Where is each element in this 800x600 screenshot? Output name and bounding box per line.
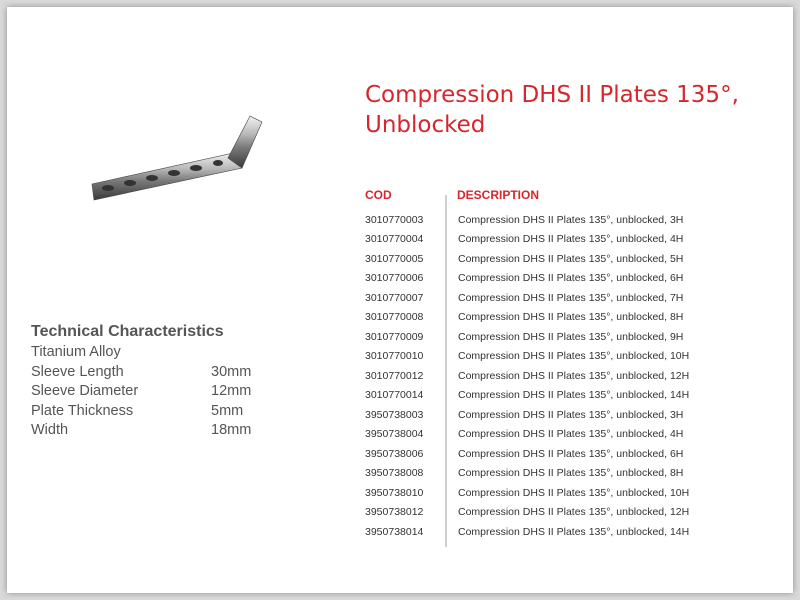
title-line-1: Compression DHS II Plates 135°,	[365, 82, 739, 108]
table-row	[365, 347, 689, 367]
header-description: DESCRIPTION	[457, 188, 540, 202]
row-code: 3950738008	[365, 467, 424, 480]
row-code: 3010770004	[365, 233, 424, 246]
header-code: COD	[365, 188, 392, 202]
product-code-table	[365, 188, 689, 542]
row-code: 3950738014	[365, 525, 424, 538]
row-description: Compression DHS II Plates 135°, unblocked, 9H	[458, 330, 684, 343]
row-code: 3010770012	[365, 369, 424, 382]
row-code: 3010770007	[365, 291, 424, 304]
material-label: Titanium Alloy	[31, 344, 121, 360]
row-description: Compression DHS II Plates 135°, unblocked, 5H	[458, 252, 684, 265]
table-row	[365, 230, 689, 250]
spec-label: Plate Thickness	[31, 402, 134, 419]
spec-value: 18mm	[211, 422, 252, 438]
row-code: 3010770009	[365, 330, 424, 343]
row-code: 3950738004	[365, 428, 424, 441]
tech-heading: Technical Characteristics	[31, 323, 224, 340]
dhs-plate-image	[78, 108, 278, 218]
table-row	[365, 288, 689, 308]
row-description: Compression DHS II Plates 135°, unblocked, 14H	[458, 389, 690, 402]
row-code: 3010770010	[365, 350, 424, 363]
row-code: 3950738012	[365, 506, 424, 519]
table-row	[365, 464, 689, 484]
row-description: Compression DHS II Plates 135°, unblocked, 4H	[458, 428, 684, 441]
row-description: Compression DHS II Plates 135°, unblocked, 7H	[458, 291, 684, 304]
row-description: Compression DHS II Plates 135°, unblocked, 12H	[458, 506, 690, 519]
table-row	[365, 503, 689, 523]
table-row	[365, 483, 689, 503]
table-row	[365, 327, 689, 347]
table-row	[365, 522, 689, 542]
row-description: Compression DHS II Plates 135°, unblocked, 12H	[458, 369, 690, 382]
row-code: 3010770014	[365, 389, 424, 402]
table-row	[365, 366, 689, 386]
spec-label: Width	[31, 422, 69, 438]
table-header	[365, 188, 689, 210]
table-row	[365, 249, 689, 269]
tech-material	[31, 343, 251, 363]
row-description: Compression DHS II Plates 135°, unblocked, 6H	[458, 447, 684, 460]
row-code: 3010770003	[365, 213, 424, 226]
row-code: 3950738006	[365, 447, 424, 460]
row-description: Compression DHS II Plates 135°, unblocked, 3H	[458, 213, 684, 226]
row-description: Compression DHS II Plates 135°, unblocked, 6H	[458, 272, 684, 285]
row-description: Compression DHS II Plates 135°, unblocked, 14H	[458, 525, 690, 538]
spec-value: 30mm	[211, 363, 252, 380]
table-row	[365, 425, 689, 445]
spec-label: Sleeve Length	[31, 363, 124, 380]
row-description: Compression DHS II Plates 135°, unblocked, 8H	[458, 311, 684, 324]
table-row	[365, 386, 689, 406]
row-code: 3950738003	[365, 408, 424, 421]
row-description: Compression DHS II Plates 135°, unblocked, 10H	[458, 350, 690, 363]
row-code: 3010770006	[365, 272, 424, 285]
row-code: 3950738010	[365, 486, 424, 499]
row-code: 3010770005	[365, 252, 424, 265]
row-description: Compression DHS II Plates 135°, unblocked, 4H	[458, 233, 684, 246]
spec-row	[31, 382, 251, 402]
row-description: Compression DHS II Plates 135°, unblocked, 10H	[458, 486, 690, 499]
row-description: Compression DHS II Plates 135°, unblocked, 8H	[458, 467, 684, 480]
row-code: 3010770008	[365, 311, 424, 324]
spec-value: 12mm	[211, 383, 252, 399]
spec-value: 5mm	[211, 402, 244, 419]
spec-row	[31, 363, 251, 383]
spec-row	[31, 421, 251, 441]
table-body	[365, 210, 689, 542]
row-description: Compression DHS II Plates 135°, unblocked, 3H	[458, 408, 684, 421]
spec-label: Sleeve Diameter	[31, 383, 139, 399]
technical-characteristics	[31, 323, 251, 441]
table-row	[365, 308, 689, 328]
table-row	[365, 444, 689, 464]
table-row	[365, 210, 689, 230]
table-row	[365, 269, 689, 289]
title-line-2: Unblocked	[365, 112, 486, 138]
table-row	[365, 405, 689, 425]
spec-row	[31, 402, 251, 422]
product-title	[365, 80, 775, 140]
